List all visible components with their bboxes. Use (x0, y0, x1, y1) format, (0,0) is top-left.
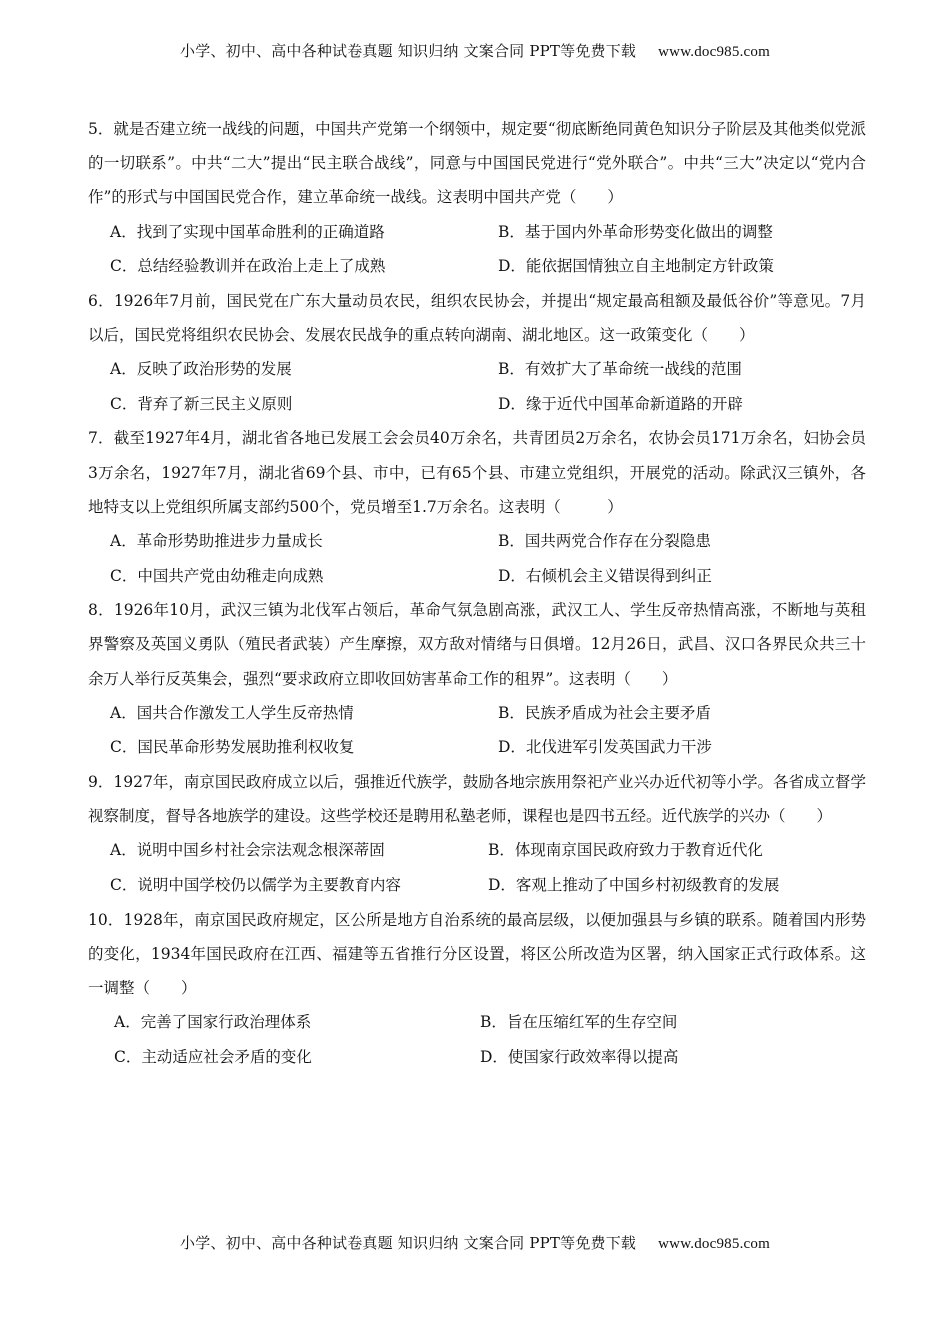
question-6 (88, 284, 866, 422)
option-b: B．有效扩大了革命统一战线的范围 (498, 360, 742, 379)
option-d: D．能依据国情独立自主地制定方针政策 (498, 257, 774, 276)
question-10 (88, 903, 866, 1075)
page-footer (0, 1232, 950, 1253)
option-a: A．革命形势助推进步力量成长 (110, 532, 323, 550)
option-d: D．北伐进军引发英国武力干涉 (498, 738, 712, 757)
option-c: C．主动适应社会矛盾的变化 (114, 1047, 312, 1066)
question-stem: 8．1926年10月，武汉三镇为北伐军占领后，革命气氛急剧高涨，武汉工人、学生反帝热情高涨，不断地与英租界警察及英国义勇队（殖民者武装）产生摩擦，双方敌对情绪与日俱增。12月26日，武昌、汉口各界民众共三十余万人举行反英集会，强烈“要求政府立即收回妨害革命工作的租界”。这表明（ ） (88, 601, 866, 688)
question-stem: 6．1926年7月前，国民党在广东大量动员农民，组织农民协会，并提出“规定最高租额及最低谷价”等意见。7月以后，国民党将组织农民协会、发展农民战争的重点转向湖南、湖北地区。这一政策变化（ ） (88, 291, 866, 344)
question-7 (88, 421, 866, 593)
option-c: C．总结经验教训并在政治上走上了成熟 (110, 257, 386, 276)
page-header (0, 40, 950, 61)
option-grid (88, 352, 866, 421)
question-stem: 9．1927年，南京国民政府成立以后，强推近代族学，鼓励各地宗族用祭祀产业兴办近代初等小学。各省成立督学视察制度，督导各地族学的建设。这些学校还是聘用私塾老师，课程也是四书五经。近代族学的兴办（ ） (88, 772, 866, 826)
footer-site-link[interactable]: www.doc985.com (658, 1236, 770, 1252)
option-a: A．反映了政治形势的发展 (110, 360, 292, 379)
option-d: D．右倾机会主义错误得到纠正 (498, 566, 712, 585)
option-grid (88, 1005, 866, 1074)
option-c: C．说明中国学校仍以儒学为主要教育内容 (110, 875, 401, 894)
option-c: C．国民革命形势发展助推利权收复 (110, 738, 355, 757)
option-b: B．国共两党合作存在分裂隐患 (498, 532, 711, 550)
option-c: C．背弃了新三民主义原则 (110, 394, 293, 413)
option-d: D．使国家行政效率得以提高 (480, 1047, 679, 1066)
option-b: B．基于国内外革命形势变化做出的调整 (498, 222, 773, 241)
option-d: D．客观上推动了中国乡村初级教育的发展 (488, 875, 780, 894)
question-8 (88, 593, 866, 765)
option-d: D．缘于近代中国革命新道路的开辟 (498, 394, 743, 413)
question-stem: 5．就是否建立统一战线的问题，中国共产党第一个纲领中，规定要“彻底断绝同黄色知识分子阶层及其他类似党派的一切联系”。中共“二大”提出“民主联合战线”，同意与中国国民党进行“党外联合”。中共“三大”决定以“党内合作”的形式与中国国民党合作，建立革命统一战线。这表明中国共产党（ ） (88, 120, 866, 207)
question-5 (88, 112, 866, 284)
option-grid (88, 215, 866, 284)
header-site-link[interactable]: www.doc985.com (658, 44, 770, 60)
option-a: A．说明中国乡村社会宗法观念根深蒂固 (110, 841, 385, 860)
option-b: B．旨在压缩红军的生存空间 (480, 1013, 678, 1032)
option-b: B．民族矛盾成为社会主要矛盾 (498, 703, 711, 722)
header-text: 小学、初中、高中各种试卷真题 知识归纳 文案合同 PPT等免费下载 (180, 42, 637, 60)
question-stem: 7．截至1927年4月，湖北省各地已发展工会会员40万余名，共青团员2万余名，农协会员171万余名，妇协会员3万余名，1927年7月，湖北省69个县、市中，已有65个县、市建立党组织，开展党的活动。除武汉三镇外，各地特支以上党组织所属支部约500个，党员增至1.7万余名。这表明（ ） (88, 429, 866, 516)
option-grid (88, 696, 866, 765)
option-a: A．找到了实现中国革命胜利的正确道路 (110, 222, 385, 241)
option-grid (88, 524, 866, 593)
option-a: A．国共合作激发工人学生反帝热情 (110, 703, 354, 722)
option-grid (88, 833, 866, 902)
question-stem: 10．1928年，南京国民政府规定，区公所是地方自治系统的最高层级，以便加强县与乡镇的联系。随着国内形势的变化，1934年国民政府在江西、福建等五省推行分区设置，将区公所改造为区署，纳入国家正式行政体系。这一调整（ ） (88, 910, 866, 997)
question-9 (88, 765, 866, 903)
option-c: C．中国共产党由幼稚走向成熟 (110, 566, 324, 585)
footer-text: 小学、初中、高中各种试卷真题 知识归纳 文案合同 PPT等免费下载 (180, 1234, 637, 1252)
option-a: A．完善了国家行政治理体系 (114, 1013, 312, 1032)
question-list (88, 112, 866, 1074)
option-b: B．体现南京国民政府致力于教育近代化 (488, 841, 763, 860)
